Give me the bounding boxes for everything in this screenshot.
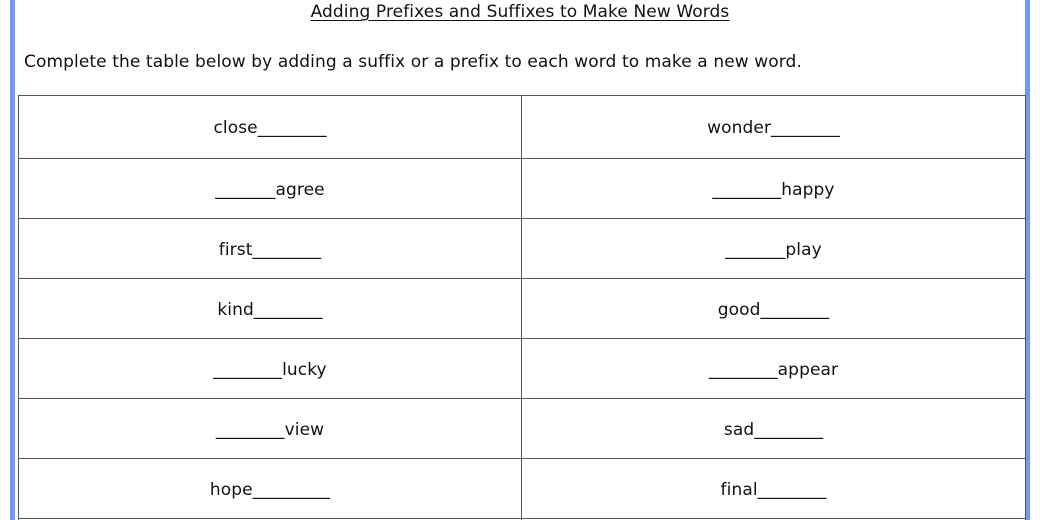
- table-cell-left: [19, 159, 522, 219]
- table-cell-left: [19, 399, 522, 459]
- table-row: [19, 96, 1026, 159]
- table-row: [19, 399, 1026, 459]
- cell-word: ________happy: [712, 179, 835, 200]
- table-cell-right: [522, 459, 1026, 519]
- cell-word: close________: [213, 118, 327, 138]
- cell-word: ________lucky: [213, 359, 327, 380]
- table-cell-right: [522, 339, 1026, 399]
- table-row: [19, 219, 1026, 279]
- table-cell-left: [19, 459, 522, 519]
- table-row: [19, 159, 1026, 219]
- cell-word: final________: [720, 479, 827, 500]
- page-border-left: [10, 0, 15, 520]
- table-cell-right: [522, 96, 1026, 159]
- cell-word: ________view: [215, 419, 325, 440]
- cell-word: sad________: [723, 419, 824, 440]
- table-cell-right: [522, 159, 1026, 219]
- cell-word: wonder________: [707, 118, 840, 138]
- table-cell-left: [19, 96, 522, 159]
- cell-word: good________: [717, 299, 830, 320]
- table-cell-left: [19, 219, 522, 279]
- cell-word: ________appear: [708, 359, 839, 380]
- word-table: [18, 95, 1026, 520]
- instructions-text: Complete the table below by adding a suffix or a prefix to each word to make a new word.: [24, 52, 802, 72]
- table-cell-right: [522, 219, 1026, 279]
- cell-word: _______agree: [215, 179, 325, 200]
- table-row: [19, 279, 1026, 339]
- table-cell-left: [19, 279, 522, 339]
- table-cell-left: [19, 339, 522, 399]
- worksheet-title: Adding Prefixes and Suffixes to Make New Words: [310, 2, 730, 22]
- table-cell-right: [522, 279, 1026, 339]
- table-cell-right: [522, 399, 1026, 459]
- table-row: [19, 459, 1026, 519]
- cell-word: kind________: [217, 299, 323, 320]
- cell-word: _______play: [725, 239, 822, 260]
- cell-word: hope_________: [209, 479, 331, 500]
- cell-word: first________: [218, 239, 322, 260]
- table-row: [19, 339, 1026, 399]
